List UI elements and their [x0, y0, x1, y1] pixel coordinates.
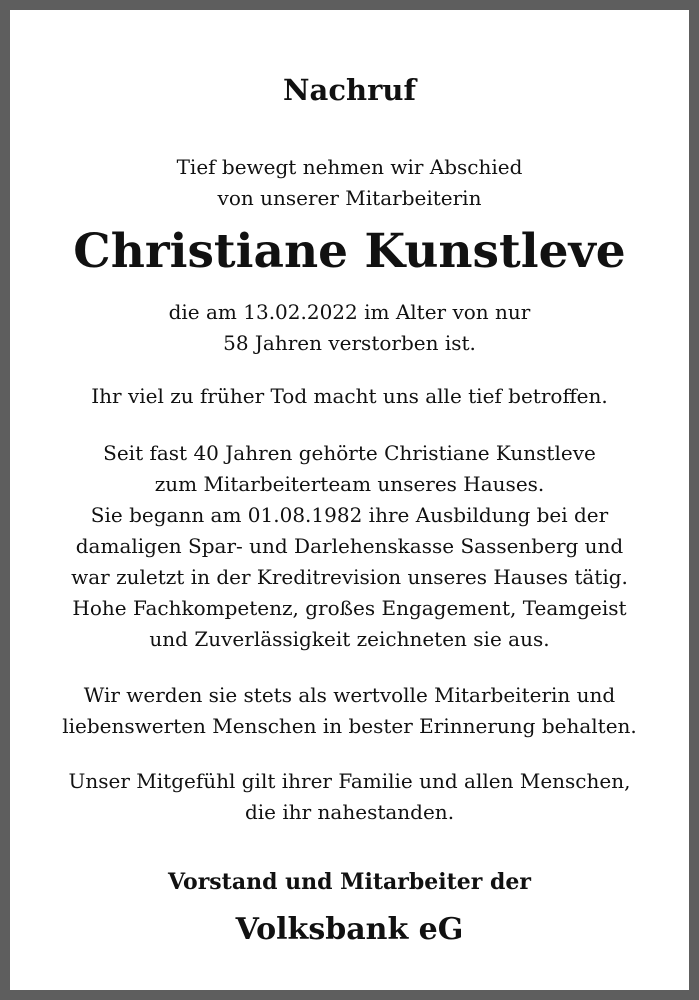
career-line: und Zuverlässigkeit zeichneten sie aus.	[149, 627, 550, 651]
intro-line: von unserer Mitarbeiterin	[217, 186, 482, 210]
sympathy-line: Unser Mitgefühl gilt ihrer Familie und allen Menschen,	[68, 769, 631, 793]
deceased-name: Christiane Kunstleve	[73, 224, 626, 279]
sympathy-line: die ihr nahestanden.	[244, 800, 455, 824]
intro-paragraph	[10, 152, 689, 214]
signature-line: Vorstand und Mitarbeiter der	[167, 869, 532, 895]
career-paragraph	[10, 438, 689, 655]
grief-paragraph	[10, 381, 689, 412]
career-line: war zuletzt in der Kreditrevision unseres Hauses tätig.	[71, 565, 628, 589]
notice-heading: Nachruf	[283, 73, 416, 107]
memory-paragraph	[10, 680, 689, 742]
intro-line: Tief bewegt nehmen wir Abschied	[176, 155, 523, 179]
grief-line: Ihr viel zu früher Tod macht uns alle tief betroffen.	[91, 384, 608, 408]
sympathy-paragraph	[10, 766, 689, 828]
obituary-notice	[10, 10, 689, 990]
death-line: 58 Jahren verstorben ist.	[223, 331, 476, 355]
death-paragraph	[10, 297, 689, 359]
career-line: Hohe Fachkompetenz, großes Engagement, Teamgeist	[72, 596, 627, 620]
career-line: Seit fast 40 Jahren gehörte Christiane Kunstleve	[103, 441, 596, 465]
death-line: die am 13.02.2022 im Alter von nur	[168, 300, 531, 324]
career-line: damaligen Spar- und Darlehenskasse Sassenberg und	[75, 534, 624, 558]
career-line: Sie begann am 01.08.1982 ihre Ausbildung bei der	[90, 503, 609, 527]
memory-line: liebenswerten Menschen in bester Erinnerung behalten.	[62, 714, 637, 738]
career-line: zum Mitarbeiterteam unseres Hauses.	[154, 472, 545, 496]
signature-organization: Volksbank eG	[235, 912, 464, 947]
memory-line: Wir werden sie stets als wertvolle Mitarbeiterin und	[83, 683, 616, 707]
